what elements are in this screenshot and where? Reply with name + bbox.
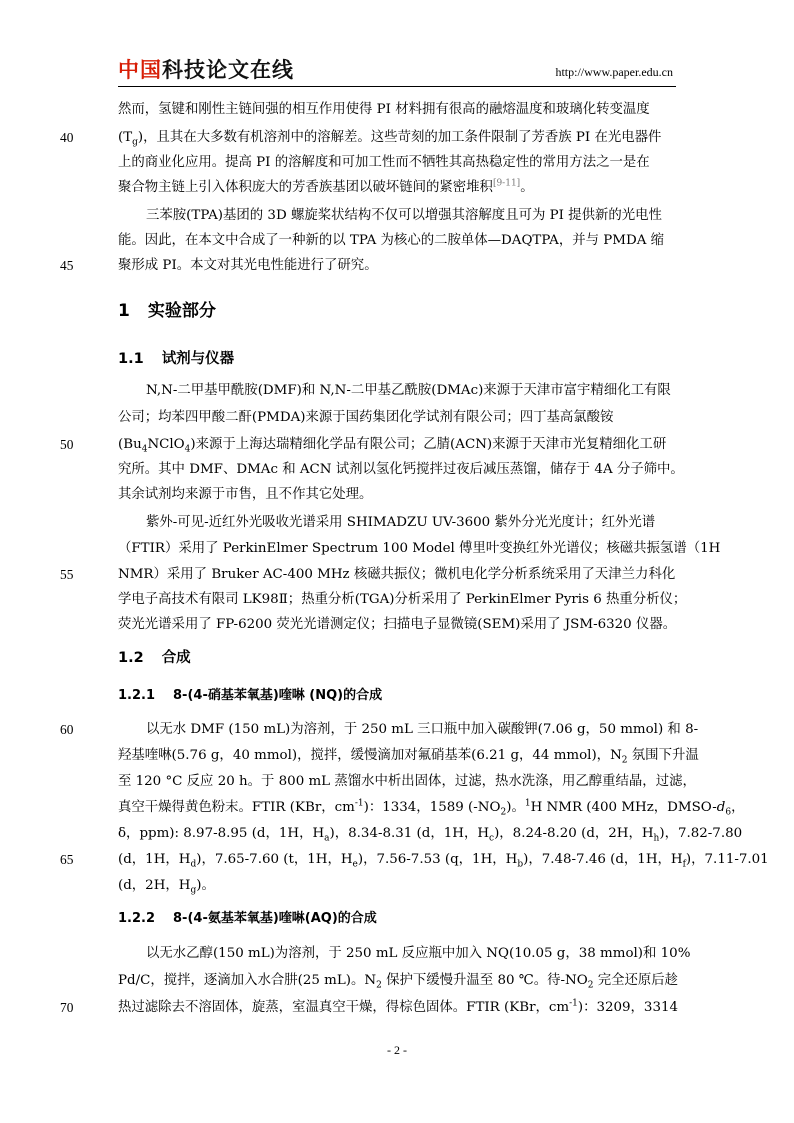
text-line: δ，ppm): 8.97-8.95 (d，1H，$H_a$)，8.34-8.31 (d，1H，$H_c$)，8.24-8.20 (d，2H，$H_h$)，7.82-7.80	[118, 826, 743, 844]
text-line: 然而，氢键和刚性主链间强的相互作用使得 PI 材料拥有很高的融熔温度和玻璃化转变温度	[118, 102, 650, 117]
text-line: N,N-二甲基甲酰胺(DMF)和 N,N-二甲基乙酰胺(DMAc)来源于天津市富宇精细化工有限	[146, 383, 671, 398]
subsubsection-heading: 1.2.1 8-(4-硝基苯氧基)喹啉 (NQ)的合成	[118, 688, 383, 703]
text-line: 能。因此，在本文中合成了一种新的以 TPA 为核心的二胺单体—DAQTPA，并与 PMDA 缩	[118, 233, 665, 248]
text-line: 以无水乙醇(150 mL)为溶剂，于 250 mL 反应瓶中加入 NQ(10.05 g，38 mmol)和 10%	[146, 946, 691, 961]
text-line: 三苯胺(TPA)基团的 3D 螺旋桨状结构不仅可以增强其溶解度且可为 PI 提供新的光电性	[146, 208, 662, 223]
line-number: 45	[60, 258, 74, 273]
text-line: 至 120 °C 反应 20 h。于 800 mL 蒸馏水中析出固体，过滤，热水洗涤，用乙醇重结晶，过滤，	[118, 774, 696, 789]
text-line: $(Bu_4NClO_4)$来源于上海达瑞精细化学品有限公司；乙腈(ACN)来源于天津市光复精细化工研	[118, 437, 667, 455]
logo-china: 中国	[118, 58, 162, 82]
text-line: NMR）采用了 Bruker AC-400 MHz 核磁共振仪；微机电化学分析系统采用了天津兰力科化	[118, 567, 676, 582]
text-line: 其余试剂均来源于市售，且不作其它处理。	[118, 487, 373, 502]
text-line: 真空干燥得黄色粉末。FTIR (KBr，$cm^{-1}$)：1334，1589 $(-NO_2)$。$^1$H NMR (400 MHz，DMSO-$d_6$，	[118, 798, 745, 818]
subsubsection-heading: 1.2.2 8-(4-氨基苯氧基)喹啉(AQ)的合成	[118, 911, 377, 926]
section-heading: 1 实验部分	[118, 301, 216, 321]
text-line: 聚合物主链上引入体积庞大的芳香族基团以破坏链间的紧密堆积[9-11]。	[118, 178, 534, 195]
text-line: $(T_g)$，且其在大多数有机溶剂中的溶解差。这些苛刻的加工条件限制了芳香族 PI 在光电器件	[118, 130, 662, 148]
page-header	[118, 56, 678, 86]
text-line: 公司；均苯四甲酸二酐(PMDA)来源于国药集团化学试剂有限公司；四丁基高氯酸铵	[118, 410, 614, 425]
line-number: 70	[60, 1000, 74, 1015]
text-line: 学电子高技术有限司 LK98Ⅱ；热重分析(TGA)分析采用了 PerkinElmer Pyris 6 热重分析仪；	[118, 592, 687, 607]
line-number: 65	[60, 852, 74, 867]
header-url[interactable]: http://www.paper.edu.cn	[555, 65, 673, 79]
text-line: 荧光光谱采用了 FP-6200 荧光光谱测定仪；扫描电子显微镜(SEM)采用了 JSM-6320 仪器。	[118, 617, 677, 632]
citation[interactable]: [9-11]	[492, 178, 521, 189]
page-number: - 2 -	[387, 1043, 407, 1057]
text-line: 上的商业化应用。提高 PI 的溶解度和可加工性而不牺牲其高热稳定性的常用方法之一是在	[118, 155, 650, 170]
journal-logo	[118, 58, 294, 82]
subsection-heading: 1.1 试剂与仪器	[118, 351, 235, 367]
text-line: Pd/C，搅拌，逐滴加入水合肼(25 mL)。$N_2$ 保护下缓慢升温至 80 ℃。待$-NO_2$ 完全还原后趁	[118, 973, 679, 991]
text-line: （FTIR）采用了 PerkinElmer Spectrum 100 Model 傅里叶变换红外光谱仪；核磁共振氢谱（1H	[118, 541, 721, 556]
header-divider	[118, 86, 676, 87]
text-line: 究所。其中 DMF、DMAc 和 ACN 试剂以氢化钙搅拌过夜后减压蒸馏，储存于 4A 分子筛中。	[118, 462, 684, 477]
logo-title: 科技论文在线	[162, 58, 294, 82]
line-number: 60	[60, 722, 74, 737]
text-line: 紫外-可见-近红外光吸收光谱采用 SHIMADZU UV-3600 紫外分光光度计；红外光谱	[146, 515, 656, 530]
text-line: (d，1H，$H_d$)，7.65-7.60 (t，1H，$H_e$)，7.56-7.53 (q，1H，$H_b$)，7.48-7.46 (d，1H，$H_f$)，7.11-7.01	[118, 852, 769, 870]
text-line: 以无水 DMF (150 mL)为溶剂，于 250 mL 三口瓶中加入碳酸钾(7.06 g，50 mmol) 和 8-	[146, 722, 699, 737]
text-line: (d，2H，$H_g$)。	[118, 878, 215, 896]
text-line: 聚形成 PI。本文对其光电性能进行了研究。	[118, 258, 378, 273]
text-line: 羟基喹啉(5.76 g，40 mmol)，搅拌，缓慢滴加对氟硝基苯(6.21 g，44 mmol)，$N_2$ 氛围下升温	[118, 748, 699, 766]
text-line: 热过滤除去不溶固体，旋蒸，室温真空干燥，得棕色固体。FTIR (KBr，$cm^{-1}$)：3209，3314	[118, 998, 679, 1015]
subsection-heading: 1.2 合成	[118, 650, 191, 666]
line-number: 50	[60, 437, 74, 452]
line-number: 40	[60, 130, 74, 145]
line-number: 55	[60, 567, 74, 582]
